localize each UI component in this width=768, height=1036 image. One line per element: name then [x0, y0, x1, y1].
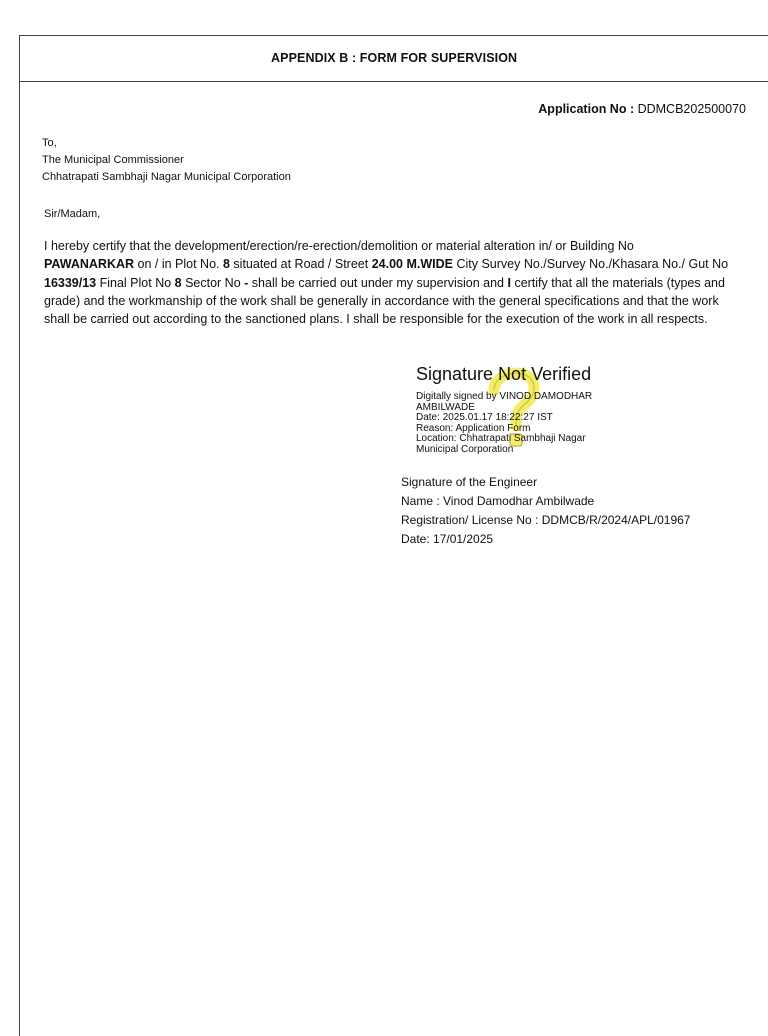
address-to: To, [42, 137, 57, 149]
body-text-2: on / in Plot No. [134, 257, 223, 272]
signature-line-3: Date: 2025.01.17 18:22:27 IST [416, 412, 553, 423]
sector-no: - [244, 275, 249, 290]
engineer-details [401, 473, 690, 549]
signature-line-5: Location: Chhatrapati Sambhaji Nagar [416, 433, 586, 444]
application-number-value: DDMCB202500070 [637, 102, 746, 116]
address-block [42, 135, 291, 186]
engineer-date: Date: 17/01/2025 [401, 532, 494, 546]
pronoun-i: I [507, 275, 511, 290]
body-text-6: Sector No [181, 275, 245, 290]
body-text-5: Final Plot No [96, 275, 175, 290]
body-text-3: situated at Road / Street [229, 257, 372, 272]
plot-no: 8 [222, 257, 230, 272]
engineer-signature-label: Signature of the Engineer [401, 475, 538, 489]
salutation: Sir/Madam, [44, 208, 101, 220]
signature-line-4: Reason: Application Form [416, 422, 531, 434]
application-number [538, 102, 746, 116]
signature-line-2: AMBILWADE [416, 401, 475, 413]
gut-no: 16339/13 [44, 275, 97, 290]
body-text-7: shall be carried out under my supervision and [248, 275, 508, 290]
signature-line-6: Municipal Corporation [416, 443, 514, 455]
body-text-4: City Survey No./Survey No./Khasara No./ Gut No [452, 257, 729, 272]
signature-status-title: Signature Not Verified [416, 364, 592, 384]
form-title: APPENDIX B : FORM FOR SUPERVISION [271, 51, 518, 65]
address-line-1: The Municipal Commissioner [42, 154, 184, 166]
signature-line-1: Digitally signed by VINOD DAMODHAR [416, 391, 593, 402]
digital-signature-stamp[interactable] [416, 364, 656, 458]
certification-paragraph [44, 237, 744, 328]
body-text-8: certify that all the materials (types and grade) and the workmanship of the work shall be generally in accordance with the general specifications and that the work shall be carried out according to the sanctioned plans. I shall be responsible for the execution of the work in all respects. [44, 275, 725, 327]
engineer-name: Name : Vinod Damodhar Ambilwade [401, 494, 595, 508]
application-number-label: Application No : [538, 102, 635, 116]
final-plot-no: 8 [174, 275, 182, 290]
signature-details [416, 392, 592, 455]
engineer-license: Registration/ License No : DDMCB/R/2024/APL/01967 [401, 513, 691, 527]
body-text-1: I hereby certify that the development/erection/re-erection/demolition or material alteration in/ or Building No [44, 239, 634, 253]
building-no: PAWANARKAR [44, 257, 135, 272]
road-width: 24.00 M.WIDE [371, 257, 453, 272]
address-line-2: Chhatrapati Sambhaji Nagar Municipal Corporation [42, 171, 291, 183]
